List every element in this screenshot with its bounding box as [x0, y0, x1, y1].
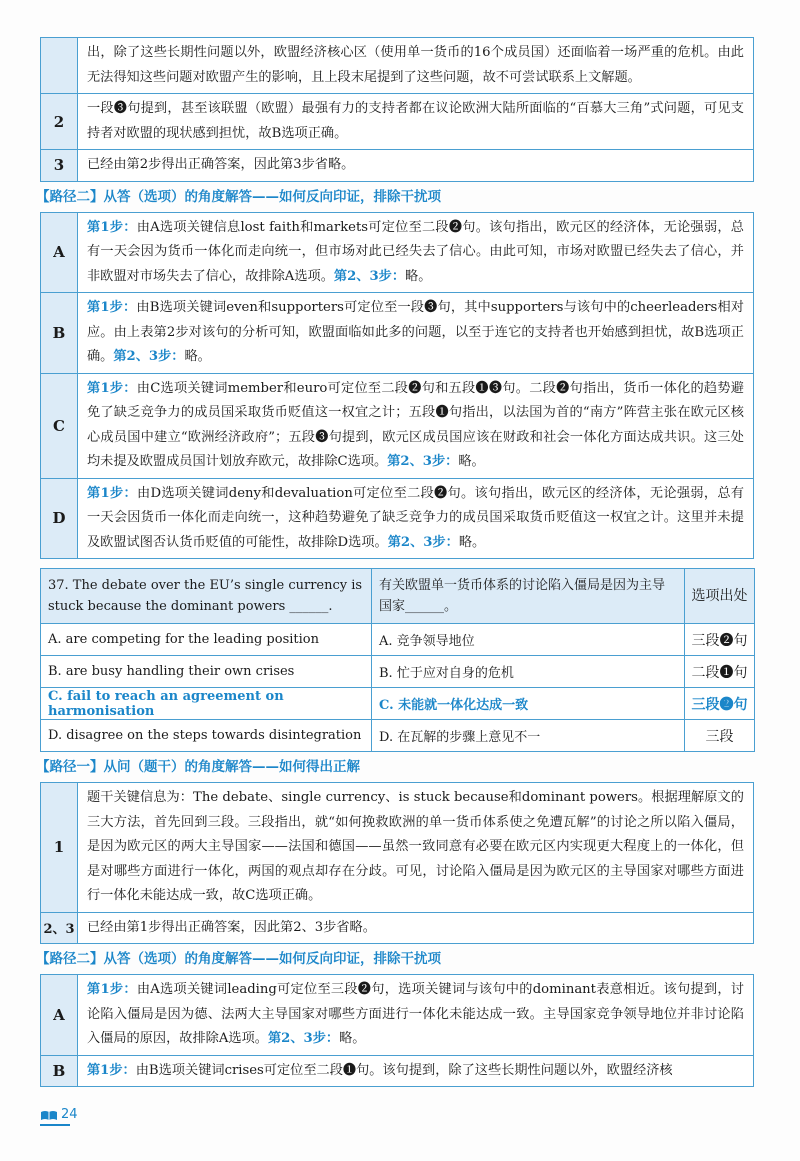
- table-row: [41, 478, 754, 559]
- option-label: D: [41, 478, 78, 559]
- option-en: A. are competing for the leading position: [41, 624, 372, 656]
- path-two-heading: 【路径二】从答（选项）的角度解答——如何反向印证，排除干扰项: [36, 188, 441, 205]
- table-row: [41, 912, 754, 944]
- analysis-tail: 略。: [339, 1031, 366, 1046]
- step-label: [41, 38, 78, 94]
- option-analysis: [78, 975, 754, 1056]
- table-row: [41, 1055, 754, 1087]
- step-label: 2: [41, 94, 78, 150]
- table-row: [41, 975, 754, 1056]
- step-text: 已经由第1步得出正确答案，因此第2、3步省略。: [78, 912, 754, 944]
- table-row: [41, 373, 754, 478]
- option-analysis: [78, 212, 754, 293]
- step-one-tag: 第1步：: [87, 219, 137, 235]
- option-row: [41, 720, 755, 752]
- table-row: [41, 150, 754, 182]
- path-two-heading: 【路径二】从答（选项）的角度解答——如何反向印证，排除干扰项: [36, 951, 441, 967]
- step-text: 已经由第2步得出正确答案，因此第3步省略。: [78, 150, 754, 182]
- analysis-text: 由D选项关键词deny和devaluation可定位至二段❷句。该句指出，欧元区的经济体，无论强弱，总有一天会因货币一体化而走向统一，这种趋势避免了缺乏竞争力的成员国采取货币贬值这一权宜之计。这里并未提及欧盟试图否认货币贬值的可能性，故排除D选项。: [87, 485, 744, 550]
- analysis-text: 由C选项关键词member和euro可定位至二段❷句和五段❶❸句。二段❷句指出，货币一体化的趋势避免了缺乏竞争力的成员国采取货币贬值这一权宜之计；五段❶句指出，以法国为首的“南方”阵营主张在欧元区核心成员国中建立“欧洲经济政府”；五段❸句提到，欧元区成员国应该在财政和社会一体化方面达成共识。这三处均未提及欧盟成员国计划放弃欧元，故排除C选项。: [87, 380, 744, 469]
- analysis-tail: 略。: [184, 349, 211, 364]
- page-number-text: 24: [61, 1107, 78, 1122]
- step-two-three-tag: 第2、3步：: [333, 268, 406, 284]
- option-analysis-table: [40, 974, 754, 1087]
- question-header-row: [41, 569, 755, 624]
- option-analysis: [78, 1055, 754, 1087]
- step-one-tag: 第1步：: [87, 1062, 136, 1078]
- book-icon: [40, 1109, 58, 1121]
- step-text: 题干关键信息为：The debate、single currency、is stuck because和dominant powers。根据理解原文的三大方法，首先回到三段。三段指出，就“如何挽救欧洲的单一货币体系使之免遭瓦解”的讨论之所以陷入僵局，是因为欧元区的两大主导国家——法国和德国——虽然一致同意有必要在欧元区内实现更大程度上的一体化，但是对哪些方面进行一体化，两国的观点却存在分歧。可见，讨论陷入僵局是因为欧元区的主导国家对哪些方面进行一体化未能达成一致，故C选项正确。: [78, 783, 754, 913]
- analysis-text: 由B选项关键词crises可定位至二段❶句。该句提到，除了这些长期性问题以外，欧盟经济核: [135, 1062, 673, 1078]
- analysis-text: 由A选项关键信息lost faith和markets可定位至二段❷句。该句指出，欧元区的经济体，无论强弱，总有一天会因为货币一体化而走向统一，但市场对此已经失去了信心。由此可知，市场对欧盟已经失去了信心，并非欧盟对市场失去了信心，故排除A选项。: [87, 219, 744, 284]
- option-source: 三段❷句: [685, 688, 755, 720]
- option-analysis: [78, 373, 754, 478]
- table-row: [41, 212, 754, 293]
- option-source: 二段❶句: [685, 656, 755, 688]
- step-text: 一段❸句提到，甚至该联盟（欧盟）最强有力的支持者都在议论欧洲大陆所面临的“百慕大三角”式问题，可见支持者对欧盟的现状感到担忧，故B选项正确。: [78, 94, 754, 150]
- option-en: C. fail to reach an agreement on harmonisation: [41, 688, 372, 720]
- option-en: D. disagree on the steps towards disintegration: [41, 720, 372, 752]
- analysis-text: 由B选项关键词even和supporters可定位至一段❸句，其中supporters与该句中的cheerleaders相对应。由上表第2步对该句的分析可知，欧盟面临如此多的问题，以至于连它的支持者也开始感到担忧，故B选项正确。: [87, 300, 744, 364]
- option-zh: B. 忙于应对自身的危机: [372, 656, 685, 688]
- analysis-text: 由A选项关键词leading可定位至三段❷句，选项关键词与该句中的dominant表意相近。该句提到，讨论陷入僵局是因为德、法两大主导国家对哪些方面进行一体化未能达成一致。主导国家竞争领导地位并非讨论陷入僵局的原因，故排除A选项。: [87, 982, 744, 1046]
- table-row: [41, 783, 754, 913]
- step-one-tag: 第1步：: [87, 485, 137, 501]
- table-row: [41, 38, 754, 94]
- option-label: B: [41, 1055, 78, 1087]
- question-37-table: [40, 568, 755, 752]
- option-en: B. are busy handling their own crises: [41, 656, 372, 688]
- table-row: [41, 293, 754, 374]
- continuation-steps-table: [40, 37, 754, 182]
- step-label: 3: [41, 150, 78, 182]
- option-row: [41, 656, 755, 688]
- step-two-three-tag: 第2、3步：: [113, 349, 185, 364]
- analysis-tail: 略。: [458, 534, 486, 550]
- option-label: A: [41, 975, 78, 1056]
- option-source: 三段: [685, 720, 755, 752]
- page-number-underline: [40, 1124, 70, 1126]
- step-label: 2、3: [41, 912, 78, 944]
- analysis-tail: 略。: [458, 454, 485, 469]
- option-zh: A. 竞争领导地位: [372, 624, 685, 656]
- analysis-tail: 略。: [405, 268, 432, 284]
- question-stem-en: 37. The debate over the EU’s single currency is stuck because the dominant powers ______.: [41, 569, 372, 624]
- option-zh: D. 在瓦解的步骤上意见不一: [372, 720, 685, 752]
- step-one-tag: 第1步：: [87, 300, 137, 315]
- option-analysis: [78, 478, 754, 559]
- page-number: [40, 1107, 78, 1122]
- step-one-tag: 第1步：: [87, 982, 137, 997]
- step-one-tag: 第1步：: [87, 380, 137, 396]
- stem-steps-table: [40, 782, 754, 944]
- option-label: B: [41, 293, 78, 374]
- step-two-three-tag: 第2、3步：: [387, 454, 459, 469]
- path-one-heading: 【路径一】从问（题干）的角度解答——如何得出正解: [36, 759, 360, 775]
- step-two-three-tag: 第2、3步：: [387, 534, 459, 550]
- page-content: [36, 37, 754, 1087]
- option-analysis-table: [40, 212, 754, 560]
- option-label: C: [41, 373, 78, 478]
- source-header: 选项出处: [685, 569, 755, 624]
- table-row: [41, 94, 754, 150]
- option-label: A: [41, 212, 78, 293]
- option-zh: C. 未能就一体化达成一致: [372, 688, 685, 720]
- step-text: 出，除了这些长期性问题以外，欧盟经济核心区（使用单一货币的16个成员国）还面临着一场严重的危机。由此无法得知这些问题对欧盟产生的影响，且上段末尾提到了这些问题，故不可尝试联系上文解题。: [78, 38, 754, 94]
- option-source: 三段❷句: [685, 624, 755, 656]
- question-stem-zh: 有关欧盟单一货币体系的讨论陷入僵局是因为主导国家______。: [372, 569, 685, 624]
- option-analysis: [78, 293, 754, 374]
- step-two-three-tag: 第2、3步：: [267, 1031, 340, 1046]
- step-label: 1: [41, 783, 78, 913]
- option-row-correct: [41, 688, 755, 720]
- option-row: [41, 624, 755, 656]
